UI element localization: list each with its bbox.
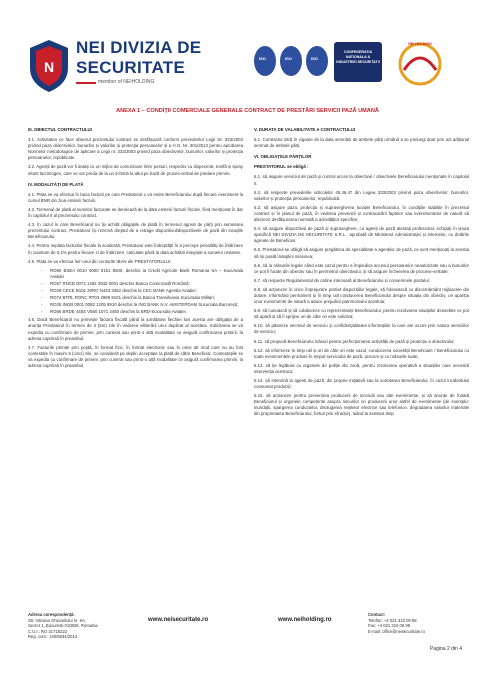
iso-cert-label: ISO <box>285 56 292 61</box>
contact-email[interactable]: E-mail: office@neisecuritate.ro <box>368 628 426 634</box>
page-number: Pagina 2 din 4 <box>430 646 462 652</box>
address-line: Sector 1, Bucuresti 010828, Romania <box>28 623 98 629</box>
paragraph-4-4: 4.4. Pentru neplata facturilor fiscale la scadență, Prestatorul este îndreptățit în a percepe penalități de întârziere în cuantum de 0,1% pentru fiecare zi de întârziere, calculate până la data achitării integrale a sumelor restante. <box>28 243 243 255</box>
contact-phone: Telefon: +4 021 310 09 98 <box>368 617 417 623</box>
obligation-item: 6.10. să păstreze secretul de serviciu și confidențialitatea informațiilor la care are acces prin natura serviciilor de serviciu; <box>254 323 469 335</box>
paragraph-5-1: 5.1. Contractul intră în vigoare de la data semnării de ambele părți urmând a se prelungi doar prin act adițional semnat de ambele părți. <box>254 137 469 149</box>
iso-cert-label: ISO <box>259 56 266 61</box>
certification-logos <box>250 40 470 92</box>
section-heading: V. DURATA DE VALABILITATE A CONTRACTULUI <box>254 127 356 132</box>
iban-item: - RO74 BTRL RONC RT03 2989 9101 deschis la Banca Transilvania Sucursala Militari; <box>50 295 243 301</box>
obligation-item: 6.3. să asigure paza, protecția și supravegherea locației Beneficiarului, în condițiile stabilite în prezentul contract și în planul de pază, în vederea prevenirii și contracarării faptelor sau evenimentelor de natură să afecteze desfășurarea normală a activităților specifice; <box>254 204 469 223</box>
left-column <box>28 122 243 372</box>
obligation-item: 6.4. să asigure dispozitivul de pază și supraveghere, cu agenți de pază atestați profesional, echipați în ținuta specifică NEI DIVIZIA DE SECURITATE S.R.L., aprobată de Ministerul Administrației și Internelor, cu dotările agreate de Beneficiar. <box>254 226 469 244</box>
contact-fax: Fax: +4 021 310 09 99 <box>368 623 411 629</box>
obligation-item: 6.11. să propună Beneficiarului măsuri pentru perfecționarea activității de pază și protecție a obiectivului; <box>254 338 455 344</box>
obligation-item: 6.2. să respecte prevederile articolelor 45,46,47 din Legea 333/2003 privind paza obiectivelor, bunurilor, valorilor și protecția persoanelor, republicată. <box>254 189 469 201</box>
logo-accent-bar <box>76 82 96 84</box>
company-emblem-icon <box>28 38 70 94</box>
iban-item: - RO56 BRDE 445S V560 1071 4450 deschis la BRD-Sucursala Aviației. <box>50 309 243 315</box>
website-link-holding[interactable]: www.neiholding.ro <box>278 617 332 623</box>
obligation-item: 6.14. să intervină la agenți de pază, din proprie inițiativă sau la solicitarea Beneficiarului, în cazul incidentului consumat producții; <box>254 378 469 390</box>
address-line: Reg. com.: J40/6934/2013 <box>28 634 78 640</box>
contact-block <box>368 612 478 634</box>
iso-cert-icon <box>254 46 276 76</box>
paragraph-4-2: 4.2. Termenul de plată al sumelor facturate se derulează de la data emiterii facturii fiscale, fiind menționat în dar în capitolul II al prezentului contract. <box>28 206 243 219</box>
website-link-securitate[interactable]: www.neisecuritate.ro <box>148 617 209 623</box>
section-heading: III. OBIECTUL CONTRACTULUI <box>28 127 92 132</box>
iban-item: - RO57 RNCB 0072 1492 3932 0001 deschis Banca Comercială Română; <box>50 281 243 287</box>
obligation-item: 6.8. să acționeze în orice împrejurare potrivit dispozițiilor legale, să folosească cu discernământ mijloacele din dotare, informând permanent și în timp util conducerea Beneficiarului despre situația din obiectiv, ori apariția unor evenimente de natură a aduce prejudicii patrimoniului acestuia; <box>254 286 469 305</box>
paragraph-3-2: 3.2. Agenții de pază vor fi dotați cu un mijloc de comunicare între posturi, respectiv cu dispecerat, tomfă și spray iritant lacrimogen, care se vor preda de la un schimb la altul pe bază de proces-verbal de predare primire. <box>28 164 243 176</box>
iban-item: - RO80 BSEA 0010 0000 0151 8500, deschis la Credit Agricole Bank Romania SA – Sucursala Aviației <box>50 268 243 280</box>
obligation-item: 6.13. să ție legătura cu organele de poliție din zonă, pentru rezolvarea operativă a situațiilor care necesită intervenția acestora; <box>254 362 469 374</box>
subsection-heading: PRESTATORUL se obligă : <box>254 164 309 170</box>
company-logo <box>28 36 208 98</box>
obligation-item: 6.7. să respecte Regulamentul de ordine interioară al Beneficiarului și consemnele postului; <box>254 277 430 283</box>
confederation-badge-text: CONFEDERATIA NATIONALA A INDUSTRIEI SECURITATII <box>336 50 380 64</box>
annex-title: ANEXA 1 – CONDIȚII COMERCIALE GENERALE CONTRACT DE PRESTĂRI SERVICII PAZĂ UMANĂ <box>116 108 379 114</box>
company-name-line2: SECURITATE <box>76 58 186 77</box>
nei-holding-label: NEI HOLDING <box>408 42 432 46</box>
iban-list <box>28 268 243 316</box>
obligation-item: 6.9. să cunoască și să colaboreze cu reprezentanții Beneficiarului, pentru rezolvarea situațiilor deosebite ce pot să apară și să îi sprijine ori de câte ori este solicitat; <box>254 308 469 320</box>
paragraph-3-1: 3.1. Activitatea ce face obiectul prezentului contract se desfășoară conform prevederilor Legii Nr. 333/2003 privind paza obiectivelor, bunurilor și valorilor și protecția persoanelor și a H.G. Nr. 301/2012 pentru aprobarea Normelor metodologice de aplicare a Legii nr. 333/2003 privind paza obiectivelor, bunurilor, valorilor și protecția persoanelor, republicate. <box>28 137 243 161</box>
iban-item: - RO29 CECE B101 30RO N433 3462 deschis la CEC BANK Agentia Aviației; <box>50 288 243 294</box>
address-line: C.U.I.: RO 31718222 <box>28 628 68 634</box>
obligation-item: 6.5. Prestatorul se obligă să asigure pregătirea de specialitate a agenților de pază, ce sunt menționați la acestia să își poată îndeplini misiunea; <box>254 247 469 259</box>
nei-holding-logo-icon <box>390 40 450 88</box>
paragraph-4-5: 4.5. Plata se va efectua într-unul din conturile IBAN ale PRESTATORULUI: <box>28 258 172 264</box>
page-footer <box>28 612 473 652</box>
obligation-item: 6.12. să informeze în timp util și ori de câte ori este cazul, conducerea societății Beneficiare / Beneficiarului cu toate evenimentele produse în timpul serviciului de pază, precum și cu măsurile luate; <box>254 347 469 359</box>
obligation-item: 6.6. să ia măsurile legale când este cazul pentru a împiedica accesul persoanelor neautorizate sau a bunurilor ce pot fi furate din obiectiv sau în perimetrul obiectivului, și să asigure încheierea de procese-verbale; <box>254 262 469 274</box>
company-tagline: member of NEIHOLDING <box>98 79 155 85</box>
address-line: Str. Intrarea Ghioceilului nr. 6A, <box>28 617 86 623</box>
obligation-item: 6.15. să acționeze pentru prevenirea producerii de incendii sau alte evenimente, și să anunțe de îndată Beneficiarul și organele competente asupra riscurilor ori producerii unor astfel de evenimente (de exemplu: inundații, spargerea conductelor, distrugerea rețelelor electrice sau telefonice, degradarea valorilor materiale din proprietatea Beneficiarului, furturi prin efracție), luând la acestea timp <box>254 393 469 417</box>
section-heading: VI. OBLIGAȚIILE PĂRȚILOR <box>254 154 312 160</box>
paragraph-4-1: 4.1. Plata se va efectua în baza facturii pe care Prestatorul o va emite Beneficiarului după fiecare eveniment la cursul BNR din ziua emiterii facturii. <box>28 191 243 203</box>
iso-cert-icon <box>306 46 328 76</box>
svg-text:N: N <box>43 59 55 75</box>
iso-cert-label: ISO <box>311 56 318 61</box>
paragraph-4-3: 4.3. În cazul în care Beneficiarul nu își achită obligațiile de plată în termenul agreat de părți prin semnarea prezentului contract, Prestatorul își rezervă dreptul de a retrage dispozitivul/dispozitivele de pază din locațiile Beneficiarului. <box>28 222 243 240</box>
paragraph-4-7: 4.7. Facturile primite prin poștă, în format fizic, în format electronic sau în orice alt mod care nu au fost contestate în maxim 5 (cinci) zile, se consideră pe deplin acceptate la plată de către Beneficiar. Contestațiile se va expedia cu confirmare de primire, prin curierat sau printr-o altă modalitate ce asigură confirmarea primirii, la adresa cuprinsă în preambul. <box>28 344 243 368</box>
iso-cert-icon <box>280 46 302 76</box>
company-name-line1: NEI DIVIZIA DE <box>76 38 202 57</box>
section-heading: IV. MODALITĂȚI DE PLATĂ <box>28 181 84 187</box>
paragraph-4-6: 4.6. Dacă Beneficiarul nu primește factura fiscală până la jumătatea fiecărei luni acesta are obligația de a anunța Prestatorul în termen de 3 (trei) zile în vederea eliberării unui duplicat al acesteia. Solicitarea se va expedia cu confirmare de primire, prin curierat sau printr-o altă modalitate ce asigură confirmarea primirii, la adresa cuprinsă în preambul. <box>28 317 243 341</box>
obligation-item: 6.1. să asigure serviciul de pază și control acces la obiectivul / obiectivele Beneficiarului menționate în capitolul II. <box>254 174 469 186</box>
right-column <box>254 122 469 421</box>
address-label: Adresa corespondență: <box>28 612 75 617</box>
iban-item: - RO25 INGB 0001 0082 1205 8910 deschis la ING BANK N.V. AMSTERDAM Sucursala București; <box>50 302 243 308</box>
contact-label: Contact: <box>368 612 385 617</box>
